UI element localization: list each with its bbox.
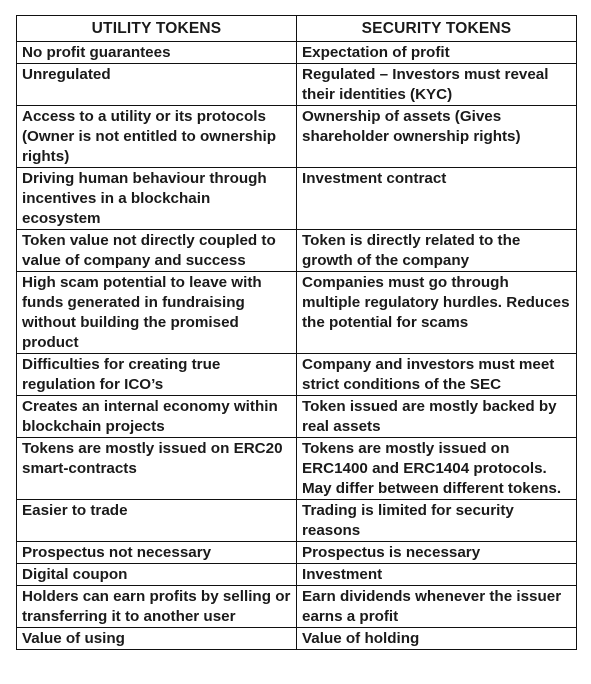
utility-token-cell: Token value not directly coupled to value of company and success xyxy=(17,230,297,272)
table-row xyxy=(17,354,577,396)
utility-token-cell: Tokens are mostly issued on ERC20 smart-contracts xyxy=(17,438,297,500)
utility-token-cell: Difficulties for creating true regulation for ICO’s xyxy=(17,354,297,396)
utility-token-cell: No profit guarantees xyxy=(17,42,297,64)
table-row xyxy=(17,500,577,542)
utility-token-cell: Creates an internal economy within blockchain projects xyxy=(17,396,297,438)
security-token-cell: Value of holding xyxy=(297,628,577,650)
table-row xyxy=(17,168,577,230)
security-token-cell: Investment contract xyxy=(297,168,577,230)
security-token-cell: Earn dividends whenever the issuer earns a profit xyxy=(297,586,577,628)
utility-token-cell: Driving human behaviour through incentives in a blockchain ecosystem xyxy=(17,168,297,230)
security-token-cell: Token issued are mostly backed by real assets xyxy=(297,396,577,438)
table-row xyxy=(17,586,577,628)
table-row xyxy=(17,64,577,106)
security-token-cell: Trading is limited for security reasons xyxy=(297,500,577,542)
utility-token-cell: High scam potential to leave with funds generated in fundraising without building the promised product xyxy=(17,272,297,354)
utility-token-cell: Unregulated xyxy=(17,64,297,106)
security-token-cell: Investment xyxy=(297,564,577,586)
column-header-security-tokens: SECURITY TOKENS xyxy=(297,16,577,42)
security-token-cell: Company and investors must meet strict conditions of the SEC xyxy=(297,354,577,396)
table-row xyxy=(17,396,577,438)
utility-token-cell: Holders can earn profits by selling or transferring it to another user xyxy=(17,586,297,628)
column-header-utility-tokens: UTILITY TOKENS xyxy=(17,16,297,42)
utility-token-cell: Easier to trade xyxy=(17,500,297,542)
table-row xyxy=(17,106,577,168)
table-row xyxy=(17,628,577,650)
table-header-row xyxy=(17,16,577,42)
utility-token-cell: Prospectus not necessary xyxy=(17,542,297,564)
security-token-cell: Companies must go through multiple regulatory hurdles. Reduces the potential for scams xyxy=(297,272,577,354)
security-token-cell: Regulated – Investors must reveal their identities (KYC) xyxy=(297,64,577,106)
utility-token-cell: Access to a utility or its protocols (Owner is not entitled to ownership rights) xyxy=(17,106,297,168)
security-token-cell: Token is directly related to the growth of the company xyxy=(297,230,577,272)
utility-token-cell: Value of using xyxy=(17,628,297,650)
security-token-cell: Tokens are mostly issued on ERC1400 and ERC1404 protocols. May differ between different tokens. xyxy=(297,438,577,500)
table-row xyxy=(17,564,577,586)
token-comparison-table xyxy=(16,15,577,650)
security-token-cell: Prospectus is necessary xyxy=(297,542,577,564)
utility-token-cell: Digital coupon xyxy=(17,564,297,586)
table-row xyxy=(17,542,577,564)
table-row xyxy=(17,272,577,354)
table-row xyxy=(17,42,577,64)
security-token-cell: Expectation of profit xyxy=(297,42,577,64)
table-row xyxy=(17,438,577,500)
table-row xyxy=(17,230,577,272)
security-token-cell: Ownership of assets (Gives shareholder ownership rights) xyxy=(297,106,577,168)
